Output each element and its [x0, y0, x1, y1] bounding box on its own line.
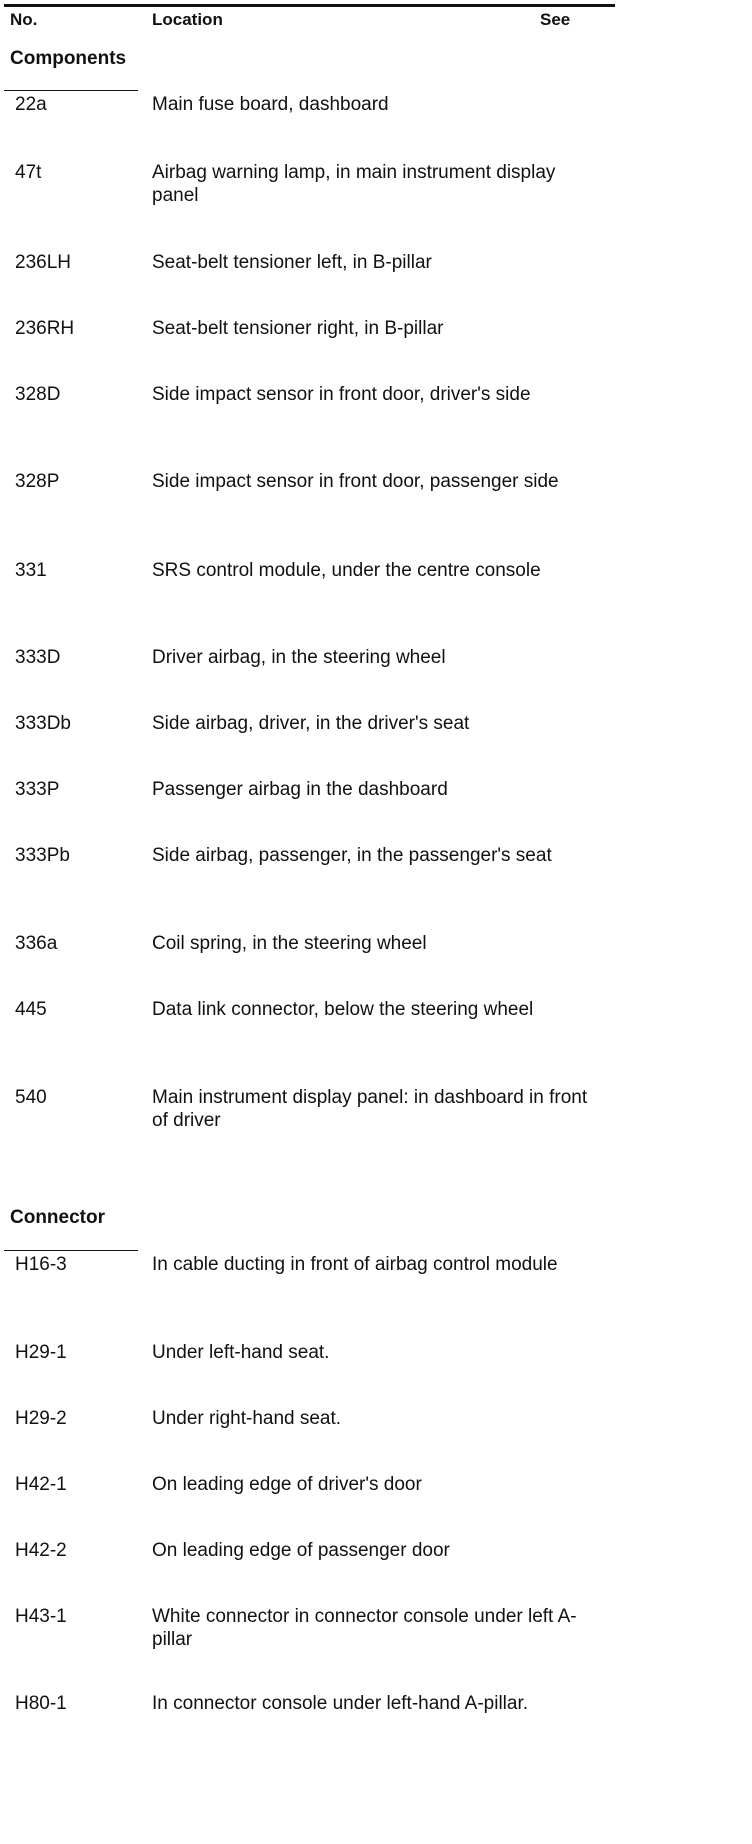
component-number: 336a: [15, 933, 58, 954]
connector-number: H16-3: [15, 1254, 67, 1275]
component-number: 22a: [15, 94, 47, 115]
component-number: 236LH: [15, 252, 71, 273]
connector-number: H43-1: [15, 1606, 67, 1627]
header-rule: [4, 4, 615, 7]
component-location: Data link connector, below the steering wheel: [152, 999, 534, 1020]
component-location: Side airbag, driver, in the driver's seat: [152, 713, 470, 734]
component-number: 540: [15, 1087, 47, 1108]
component-number: 445: [15, 999, 47, 1020]
component-number: 47t: [15, 162, 42, 183]
header-location: Location: [152, 10, 223, 29]
connector-location: On leading edge of passenger door: [152, 1540, 450, 1561]
component-location: Side airbag, passenger, in the passenger's seat: [152, 845, 552, 866]
component-number: 333Pb: [15, 845, 70, 866]
connector-location: Under left-hand seat.: [152, 1342, 330, 1363]
component-location: Driver airbag, in the steering wheel: [152, 647, 446, 668]
connector-location: On leading edge of driver's door: [152, 1474, 422, 1495]
connector-location: In cable ducting in front of airbag control module: [152, 1254, 558, 1275]
component-location: Main instrument display panel: in dashboard in front of driver: [152, 1087, 588, 1131]
components-heading: Components: [10, 48, 127, 69]
connector-rule: [4, 1250, 138, 1251]
connector-number: H80-1: [15, 1693, 67, 1714]
component-location: Coil spring, in the steering wheel: [152, 933, 427, 954]
component-location: Passenger airbag in the dashboard: [152, 779, 448, 800]
connector-number: H42-1: [15, 1474, 67, 1495]
component-location: Airbag warning lamp, in main instrument display panel: [152, 162, 556, 206]
component-location: Side impact sensor in front door, passenger side: [152, 471, 559, 492]
component-number: 236RH: [15, 318, 75, 339]
component-location: Seat-belt tensioner left, in B-pillar: [152, 252, 432, 273]
component-number: 333P: [15, 779, 60, 800]
component-number: 333Db: [15, 713, 71, 734]
connector-heading: Connector: [10, 1207, 105, 1228]
component-location: Main fuse board, dashboard: [152, 94, 389, 115]
components-rule: [4, 90, 138, 91]
component-location: Seat-belt tensioner right, in B-pillar: [152, 318, 444, 339]
component-location: SRS control module, under the centre console: [152, 560, 541, 581]
component-number: 328D: [15, 384, 61, 405]
connector-number: H29-2: [15, 1408, 67, 1429]
header-see: See: [540, 10, 571, 29]
connector-number: H29-1: [15, 1342, 67, 1363]
component-number: 328P: [15, 471, 60, 492]
header-no: No.: [10, 10, 38, 29]
connector-location: In connector console under left-hand A-pillar.: [152, 1693, 529, 1714]
connector-location: Under right-hand seat.: [152, 1408, 342, 1429]
connector-number: H42-2: [15, 1540, 67, 1561]
component-number: 331: [15, 560, 47, 581]
component-location: Side impact sensor in front door, driver's side: [152, 384, 531, 405]
connector-location: White connector in connector console under left A-pillar: [152, 1606, 577, 1650]
component-number: 333D: [15, 647, 61, 668]
